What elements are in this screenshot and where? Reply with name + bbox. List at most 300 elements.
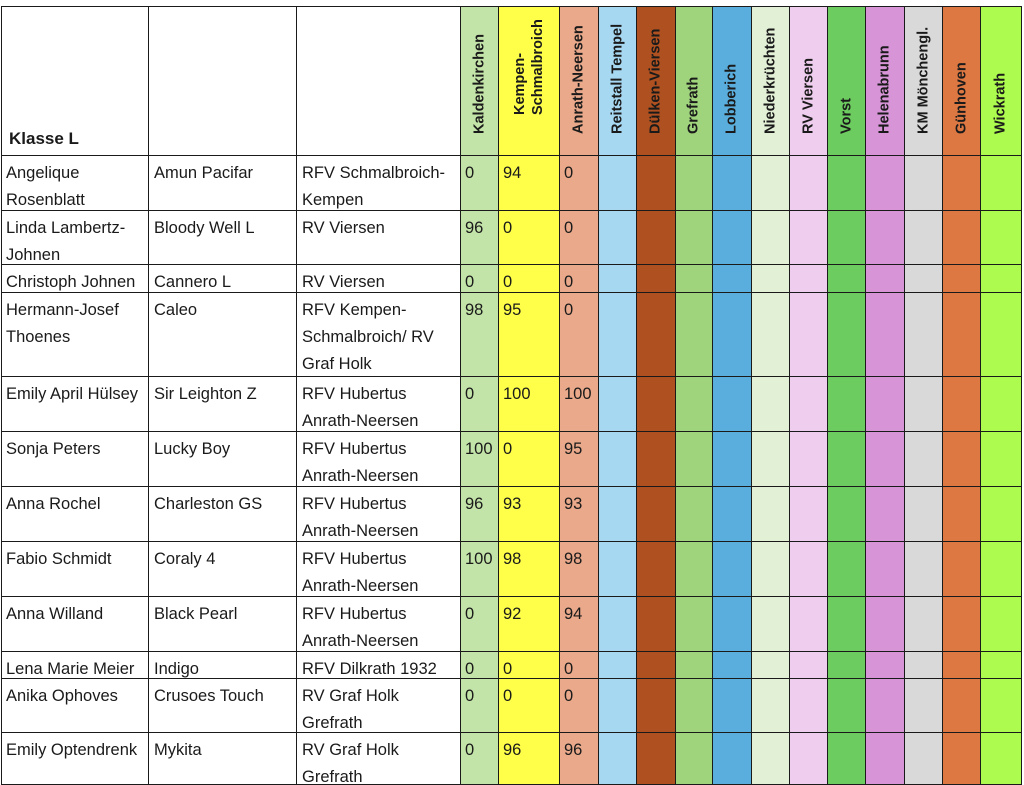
club-cell[interactable] [297, 377, 461, 432]
horse-cell[interactable] [149, 211, 297, 265]
score-cell[interactable] [637, 265, 676, 293]
score-cell[interactable] [676, 679, 713, 733]
horse-cell[interactable] [149, 679, 297, 733]
score-cell[interactable] [981, 432, 1022, 487]
score-cell[interactable] [981, 597, 1022, 652]
score-cell[interactable] [599, 432, 637, 487]
rider-text: Lena Marie Meier [6, 660, 135, 678]
score-cell[interactable] [828, 542, 866, 597]
score-cell[interactable] [790, 542, 828, 597]
score-value: 0 [465, 687, 475, 705]
score-cell[interactable] [981, 487, 1022, 542]
horse-cell[interactable] [149, 265, 297, 293]
score-cell[interactable] [905, 597, 943, 652]
score-cell[interactable] [499, 597, 560, 652]
score-cell[interactable] [499, 679, 560, 733]
score-cell[interactable] [790, 733, 828, 785]
rider-cell[interactable] [1, 597, 149, 652]
score-cell[interactable] [943, 432, 981, 487]
horse-text: Amun Pacifar [154, 164, 254, 182]
score-cell[interactable] [828, 432, 866, 487]
score-cell[interactable] [752, 733, 790, 785]
score-cell[interactable] [943, 652, 981, 679]
score-value: 0 [465, 660, 475, 678]
score-cell[interactable] [905, 652, 943, 679]
score-cell[interactable] [461, 293, 499, 377]
score-cell[interactable] [828, 265, 866, 293]
score-cell[interactable] [560, 265, 599, 293]
score-value: 0 [465, 164, 475, 182]
score-cell[interactable] [866, 542, 905, 597]
horse-text: Lucky Boy [154, 440, 231, 458]
score-cell[interactable] [713, 265, 752, 293]
score-value: 95 [564, 440, 583, 458]
club-cell[interactable] [297, 679, 461, 733]
column-header-label: Niederkrüchten [762, 27, 778, 134]
score-cell[interactable] [866, 432, 905, 487]
score-cell[interactable] [499, 487, 560, 542]
score-cell[interactable] [499, 293, 560, 377]
score-cell[interactable] [637, 733, 676, 785]
score-cell[interactable] [905, 265, 943, 293]
score-cell[interactable] [905, 487, 943, 542]
score-cell[interactable] [637, 487, 676, 542]
score-cell[interactable] [790, 377, 828, 432]
score-cell[interactable] [866, 293, 905, 377]
score-cell[interactable] [713, 211, 752, 265]
score-cell[interactable] [637, 156, 676, 211]
column-header [713, 6, 752, 156]
score-cell[interactable] [637, 293, 676, 377]
score-cell[interactable] [599, 542, 637, 597]
score-cell[interactable] [752, 542, 790, 597]
score-value: 0 [503, 440, 513, 458]
score-cell[interactable] [461, 211, 499, 265]
score-value: 93 [503, 495, 522, 513]
horse-text: Black Pearl [154, 605, 238, 623]
score-cell[interactable] [676, 597, 713, 652]
score-cell[interactable] [981, 679, 1022, 733]
horse-cell[interactable] [149, 487, 297, 542]
score-cell[interactable] [943, 377, 981, 432]
score-value: 0 [564, 660, 574, 678]
score-value: 0 [503, 660, 513, 678]
score-cell[interactable] [461, 377, 499, 432]
score-cell[interactable] [828, 487, 866, 542]
score-cell[interactable] [790, 265, 828, 293]
horse-text: Coraly 4 [154, 550, 216, 568]
score-cell[interactable] [866, 377, 905, 432]
score-value: 98 [564, 550, 583, 568]
score-cell[interactable] [828, 679, 866, 733]
score-value: 96 [503, 741, 522, 759]
score-cell[interactable] [599, 377, 637, 432]
score-cell[interactable] [637, 679, 676, 733]
score-cell[interactable] [599, 652, 637, 679]
score-cell[interactable] [499, 156, 560, 211]
score-cell[interactable] [461, 265, 499, 293]
column-header [461, 6, 499, 156]
rider-text: Hermann-Josef Thoenes [6, 301, 119, 346]
score-cell[interactable] [560, 211, 599, 265]
score-cell[interactable] [752, 679, 790, 733]
score-cell[interactable] [676, 211, 713, 265]
score-cell[interactable] [676, 733, 713, 785]
horse-cell[interactable] [149, 733, 297, 785]
score-cell[interactable] [676, 432, 713, 487]
column-header [752, 6, 790, 156]
score-cell[interactable] [790, 432, 828, 487]
score-cell[interactable] [499, 265, 560, 293]
score-cell[interactable] [713, 542, 752, 597]
score-cell[interactable] [752, 597, 790, 652]
score-cell[interactable] [752, 293, 790, 377]
score-cell[interactable] [599, 265, 637, 293]
score-value: 94 [564, 605, 583, 623]
score-cell[interactable] [943, 487, 981, 542]
score-cell[interactable] [713, 293, 752, 377]
column-header-label: Grefrath [685, 76, 702, 134]
score-cell[interactable] [499, 733, 560, 785]
score-value: 0 [465, 273, 475, 291]
score-cell[interactable] [637, 542, 676, 597]
column-header-label: Wickrath [992, 72, 1009, 134]
column-header [828, 6, 866, 156]
score-cell[interactable] [752, 487, 790, 542]
score-value: 0 [465, 741, 475, 759]
score-cell[interactable] [905, 293, 943, 377]
score-cell[interactable] [752, 265, 790, 293]
score-cell[interactable] [599, 293, 637, 377]
score-cell[interactable] [637, 432, 676, 487]
score-cell[interactable] [713, 377, 752, 432]
score-cell[interactable] [905, 211, 943, 265]
score-cell[interactable] [866, 652, 905, 679]
score-cell[interactable] [461, 542, 499, 597]
score-cell[interactable] [790, 679, 828, 733]
score-cell[interactable] [637, 211, 676, 265]
score-cell[interactable] [943, 156, 981, 211]
score-cell[interactable] [599, 211, 637, 265]
score-cell[interactable] [866, 265, 905, 293]
score-cell[interactable] [981, 652, 1022, 679]
rider-text: Angelique Rosenblatt [6, 164, 85, 209]
rider-cell[interactable] [1, 542, 149, 597]
score-cell[interactable] [828, 733, 866, 785]
score-cell[interactable] [713, 733, 752, 785]
score-cell[interactable] [461, 156, 499, 211]
club-text: RFV Hubertus Anrath-Neersen [302, 385, 419, 430]
score-cell[interactable] [828, 377, 866, 432]
score-cell[interactable] [828, 597, 866, 652]
score-cell[interactable] [790, 211, 828, 265]
score-cell[interactable] [637, 377, 676, 432]
column-header [637, 6, 676, 156]
score-value: 94 [503, 164, 522, 182]
score-cell[interactable] [905, 733, 943, 785]
score-cell[interactable] [790, 652, 828, 679]
score-value: 96 [465, 219, 484, 237]
score-cell[interactable] [943, 542, 981, 597]
club-cell[interactable] [297, 265, 461, 293]
club-text: RFV Kempen-Schmalbroich/ RV Graf Holk [302, 301, 434, 373]
class-label: Klasse L [9, 129, 79, 148]
score-value: 0 [564, 301, 574, 319]
column-header-label: Reitstall Tempel [609, 23, 625, 134]
header-cell [297, 6, 461, 156]
horse-cell[interactable] [149, 652, 297, 679]
score-cell[interactable] [943, 293, 981, 377]
score-cell[interactable] [560, 487, 599, 542]
score-cell[interactable] [866, 156, 905, 211]
rider-text: Fabio Schmidt [6, 550, 112, 568]
club-text: RFV Schmalbroich-Kempen [302, 164, 446, 209]
horse-text: Caleo [154, 301, 198, 319]
score-cell[interactable] [560, 432, 599, 487]
score-cell[interactable] [981, 211, 1022, 265]
score-cell[interactable] [752, 377, 790, 432]
column-header-label: Vorst [838, 98, 854, 134]
score-cell[interactable] [981, 293, 1022, 377]
horse-text: Sir Leighton Z [154, 385, 257, 403]
horse-cell[interactable] [149, 156, 297, 211]
rider-cell[interactable] [1, 652, 149, 679]
score-cell[interactable] [905, 542, 943, 597]
score-cell[interactable] [713, 432, 752, 487]
score-cell[interactable] [637, 652, 676, 679]
score-cell[interactable] [676, 156, 713, 211]
rider-text: Linda Lambertz-Johnen [6, 219, 126, 264]
column-header-label: Kempen- Schmalbroich [512, 19, 546, 115]
score-cell[interactable] [713, 652, 752, 679]
score-value: 100 [465, 440, 493, 458]
column-header [981, 6, 1022, 156]
score-cell[interactable] [752, 432, 790, 487]
score-value: 0 [465, 385, 475, 403]
score-cell[interactable] [499, 211, 560, 265]
score-cell[interactable] [676, 652, 713, 679]
score-cell[interactable] [866, 597, 905, 652]
score-cell[interactable] [828, 156, 866, 211]
score-cell[interactable] [905, 679, 943, 733]
score-cell[interactable] [981, 265, 1022, 293]
horse-cell[interactable] [149, 542, 297, 597]
column-header [599, 6, 637, 156]
score-cell[interactable] [560, 652, 599, 679]
club-text: RFV Hubertus Anrath-Neersen [302, 495, 419, 540]
score-cell[interactable] [713, 679, 752, 733]
rider-text: Anika Ophoves [6, 687, 118, 705]
header-cell [149, 6, 297, 156]
rider-cell[interactable] [1, 293, 149, 377]
score-cell[interactable] [752, 211, 790, 265]
score-cell[interactable] [676, 377, 713, 432]
score-cell[interactable] [828, 211, 866, 265]
column-header-label: KM Mönchengl. [915, 26, 931, 134]
score-value: 98 [503, 550, 522, 568]
score-cell[interactable] [599, 597, 637, 652]
club-cell[interactable] [297, 542, 461, 597]
score-cell[interactable] [713, 156, 752, 211]
column-header [499, 6, 560, 156]
horse-text: Indigo [154, 660, 199, 678]
score-value: 0 [564, 273, 574, 291]
score-cell[interactable] [866, 733, 905, 785]
horse-text: Crusoes Touch [154, 687, 264, 705]
score-cell[interactable] [866, 679, 905, 733]
score-cell[interactable] [599, 733, 637, 785]
score-cell[interactable] [560, 679, 599, 733]
score-cell[interactable] [560, 733, 599, 785]
club-cell[interactable] [297, 211, 461, 265]
score-value: 96 [564, 741, 583, 759]
rider-text: Sonja Peters [6, 440, 101, 458]
horse-text: Cannero L [154, 273, 232, 291]
score-cell[interactable] [599, 487, 637, 542]
column-header [905, 6, 943, 156]
club-cell[interactable] [297, 487, 461, 542]
score-value: 100 [564, 385, 592, 403]
rider-text: Anna Rochel [6, 495, 101, 513]
score-cell[interactable] [828, 293, 866, 377]
rider-cell[interactable] [1, 265, 149, 293]
score-cell[interactable] [713, 487, 752, 542]
score-value: 0 [465, 605, 475, 623]
horse-text: Mykita [154, 741, 202, 759]
club-text: RV Viersen [302, 219, 385, 237]
score-cell[interactable] [461, 597, 499, 652]
score-cell[interactable] [499, 377, 560, 432]
score-cell[interactable] [560, 293, 599, 377]
score-cell[interactable] [676, 293, 713, 377]
horse-cell[interactable] [149, 432, 297, 487]
horse-cell[interactable] [149, 293, 297, 377]
score-cell[interactable] [790, 293, 828, 377]
rider-cell[interactable] [1, 432, 149, 487]
score-cell[interactable] [461, 733, 499, 785]
score-cell[interactable] [752, 156, 790, 211]
score-cell[interactable] [981, 377, 1022, 432]
column-header [676, 6, 713, 156]
score-cell[interactable] [713, 597, 752, 652]
score-value: 0 [564, 687, 574, 705]
rider-text: Emily April Hülsey [6, 385, 139, 403]
horse-cell[interactable] [149, 597, 297, 652]
score-value: 0 [564, 164, 574, 182]
score-value: 95 [503, 301, 522, 319]
score-value: 98 [465, 301, 484, 319]
club-cell[interactable] [297, 733, 461, 785]
horse-text: Bloody Well L [154, 219, 255, 237]
club-text: RFV Hubertus Anrath-Neersen [302, 605, 419, 650]
column-header-label: Lobberich [723, 63, 740, 134]
header-cell [1, 6, 149, 156]
score-cell[interactable] [560, 156, 599, 211]
score-cell[interactable] [676, 265, 713, 293]
score-cell[interactable] [676, 542, 713, 597]
score-value: 96 [465, 495, 484, 513]
column-header-label: RV Viersen [800, 57, 816, 134]
column-header-label: Günhoven [953, 62, 969, 134]
score-cell[interactable] [560, 597, 599, 652]
score-cell[interactable] [599, 679, 637, 733]
score-cell[interactable] [866, 487, 905, 542]
score-value: 100 [465, 550, 493, 568]
rider-text: Christoph Johnen [6, 273, 136, 291]
rider-cell[interactable] [1, 487, 149, 542]
club-cell[interactable] [297, 432, 461, 487]
score-value: 0 [564, 219, 574, 237]
score-cell[interactable] [828, 652, 866, 679]
score-cell[interactable] [637, 597, 676, 652]
column-header [560, 6, 599, 156]
score-cell[interactable] [499, 652, 560, 679]
column-header [866, 6, 905, 156]
score-cell[interactable] [790, 156, 828, 211]
score-cell[interactable] [943, 733, 981, 785]
score-cell[interactable] [905, 156, 943, 211]
score-cell[interactable] [905, 432, 943, 487]
score-value: 0 [503, 687, 513, 705]
score-cell[interactable] [981, 156, 1022, 211]
column-header [790, 6, 828, 156]
score-cell[interactable] [943, 211, 981, 265]
score-value: 93 [564, 495, 583, 513]
score-cell[interactable] [560, 542, 599, 597]
rider-cell[interactable] [1, 733, 149, 785]
rider-text: Anna Willand [6, 605, 104, 623]
column-header-label: Helenabrunn [876, 45, 893, 134]
score-cell[interactable] [461, 432, 499, 487]
club-text: RV Viersen [302, 273, 385, 291]
score-cell[interactable] [499, 432, 560, 487]
score-cell[interactable] [943, 265, 981, 293]
score-cell[interactable] [866, 211, 905, 265]
club-text: RV Graf Holk Grefrath [302, 687, 399, 732]
club-text: RFV Dilkrath 1932 [302, 660, 437, 678]
score-cell[interactable] [790, 597, 828, 652]
club-text: RFV Hubertus Anrath-Neersen [302, 550, 419, 595]
club-cell[interactable] [297, 293, 461, 377]
column-header-label: Kaldenkirchen [471, 34, 487, 134]
score-cell[interactable] [943, 597, 981, 652]
club-cell[interactable] [297, 652, 461, 679]
score-cell[interactable] [981, 733, 1022, 785]
column-header [943, 6, 981, 156]
score-cell[interactable] [676, 487, 713, 542]
horse-cell[interactable] [149, 377, 297, 432]
rider-cell[interactable] [1, 377, 149, 432]
score-cell[interactable] [790, 487, 828, 542]
club-cell[interactable] [297, 156, 461, 211]
score-cell[interactable] [905, 377, 943, 432]
score-cell[interactable] [461, 487, 499, 542]
score-cell[interactable] [752, 652, 790, 679]
score-cell[interactable] [461, 679, 499, 733]
score-cell[interactable] [560, 377, 599, 432]
score-cell[interactable] [943, 679, 981, 733]
score-cell[interactable] [499, 542, 560, 597]
column-header-label: Anrath-Neersen [570, 25, 587, 134]
score-cell[interactable] [981, 542, 1022, 597]
score-cell[interactable] [599, 156, 637, 211]
rider-cell[interactable] [1, 679, 149, 733]
rider-cell[interactable] [1, 156, 149, 211]
club-cell[interactable] [297, 597, 461, 652]
score-cell[interactable] [461, 652, 499, 679]
rider-cell[interactable] [1, 211, 149, 265]
score-value: 0 [503, 219, 513, 237]
